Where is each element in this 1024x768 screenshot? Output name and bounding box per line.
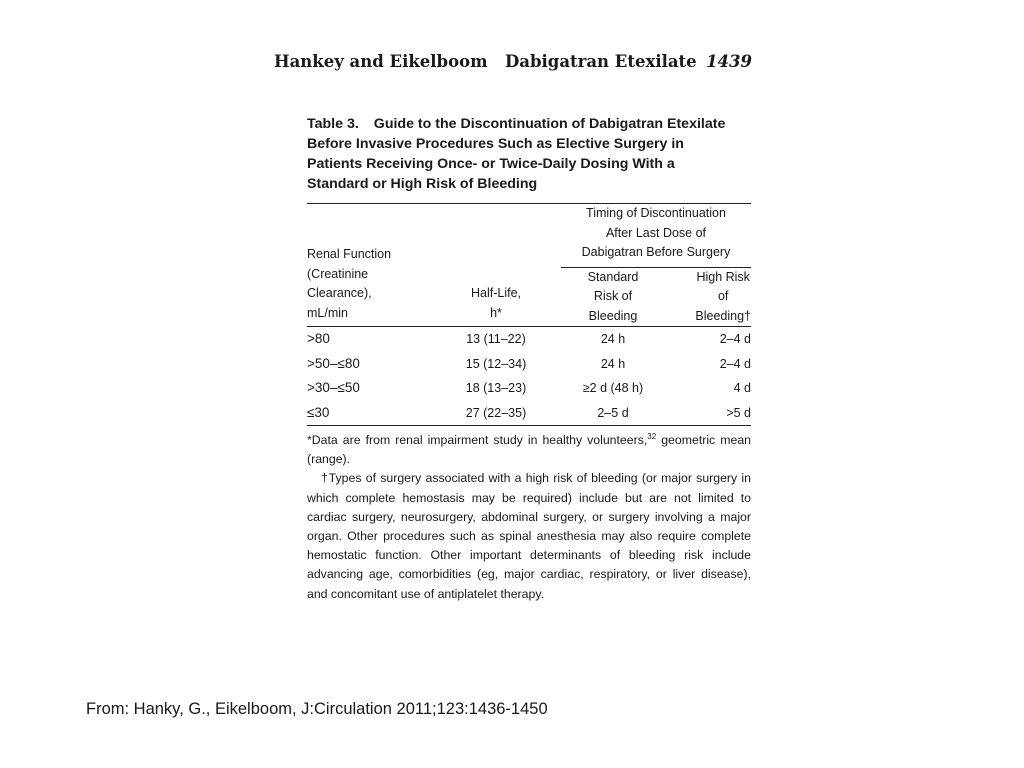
table-title [307, 114, 751, 194]
cell-half-life: 13 (11–22) [466, 332, 526, 346]
table-label: Table 3. [307, 116, 359, 132]
header-renal-function: Renal Function (Creatinine Clearance), mL/min [307, 204, 437, 327]
table-title-line: Patients Receiving Once- or Twice-Daily Dosing With a [307, 156, 675, 172]
header-standard-risk: Standard Risk of Bleeding [555, 268, 671, 327]
header-page-number: 1439 [706, 52, 752, 71]
table-title-line: Guide to the Discontinuation of Dabigatran Etexilate [373, 116, 726, 132]
table-row [307, 327, 751, 352]
header-authors: Hankey and Eikelboom [274, 52, 488, 71]
source-citation: From: Hanky, G., Eikelboom, J:Circulation 2011;123:1436-1450 [86, 700, 548, 718]
cell-renal: ≤30 [307, 401, 437, 426]
cell-half-life: 15 (12–34) [465, 356, 527, 371]
cell-half-life: 18 (13–23) [465, 381, 527, 395]
table-row [307, 376, 751, 401]
cell-standard-risk: ≥2 d (48 h) [582, 381, 644, 395]
cell-high-risk: 4 d [733, 381, 751, 395]
header-timing-group: Timing of Discontinuation After Last Dose of Dabigatran Before Surgery [555, 204, 751, 268]
cell-renal: >50–≤80 [307, 355, 360, 371]
header-half-life: Half-Life, h* [437, 204, 555, 327]
discontinuation-table [307, 203, 751, 426]
cell-standard-risk: 24 h [600, 356, 626, 371]
cell-high-risk: 2–4 d [719, 332, 751, 346]
cell-high-risk: >5 d [671, 401, 751, 426]
table-figure [307, 114, 751, 604]
cell-renal: >30–≤50 [307, 380, 360, 395]
table-title-line: Standard or High Risk of Bleeding [307, 176, 538, 192]
cell-half-life: 27 (22–35) [437, 401, 555, 426]
cell-high-risk: 2–4 d [719, 356, 751, 371]
table-row [307, 401, 751, 426]
cell-renal: >80 [307, 331, 330, 346]
table-row [307, 352, 751, 377]
table-footnotes [307, 431, 751, 604]
table-title-line: Before Invasive Procedures Such as Elective Surgery in [307, 136, 684, 152]
header-high-risk: High Risk of Bleeding† [671, 268, 751, 327]
cell-standard-risk: 24 h [600, 332, 626, 346]
page-header [274, 52, 752, 76]
footnote-data-source: *Data are from renal impairment study in healthy volunteers,$^{32}$ geometric mean (range). [307, 431, 751, 467]
cell-standard-risk: 2–5 d [555, 401, 671, 426]
header-running-title: Dabigatran Etexilate [505, 52, 697, 71]
reference-marker: 32 [647, 431, 657, 441]
footnote-high-risk-surgery: †Types of surgery associated with a high risk of bleeding (or major surgery in which complete hemostasis may be required) include but are not limited to cardiac surgery, neurosurgery, abdominal surgery, or surgery involving a major organ. Other procedures such as spinal anesthesia may also require complete hemostatic function. Other important determinants of bleeding risk include advancing age, comorbidities (eg, major cardiac, respiratory, or liver disease), and concomitant use of antiplatelet therapy. [307, 471, 751, 601]
